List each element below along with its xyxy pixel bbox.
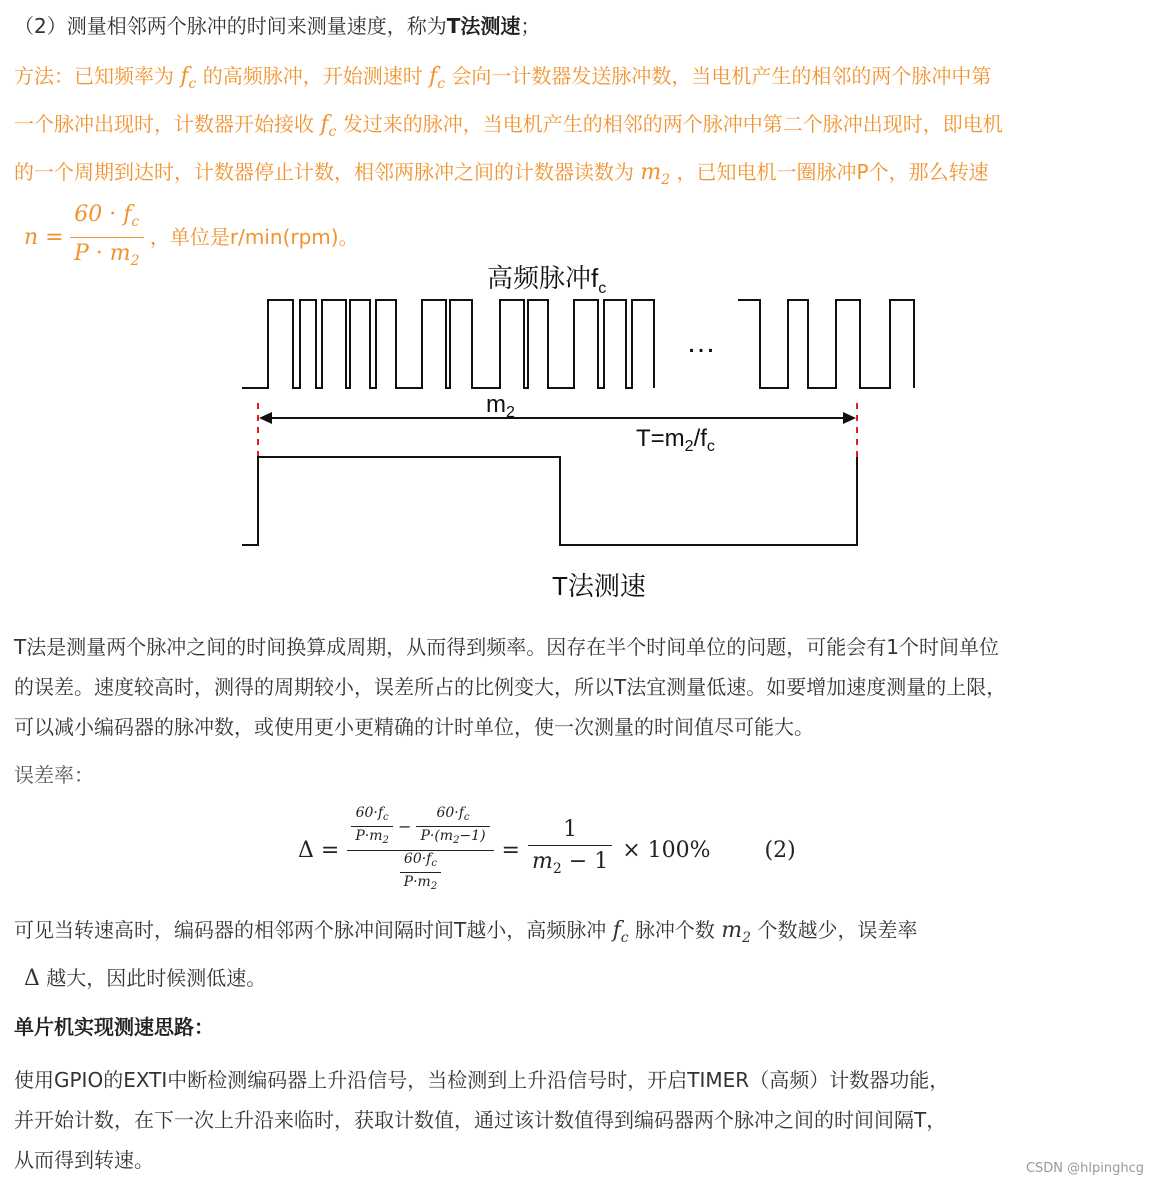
mcu-implementation-paragraph: 使用GPIO的EXTI中断检测编码器上升沿信号，当检测到上升沿信号时，开启TIMER（高频）计数器功能， 并开始计数，在下一次上升沿来临时，获取计数值，通过该计数值得到编码器两个脉冲之间的时间间隔T， 从而得到转速。 <box>14 1068 950 1172</box>
error-formula: Δ = $\frac{60\cdot f_c}{P\cdot m_2}$ − $\frac{60\cdot f_c}{P\cdot(m_2-1)}$ $\frac{60\cdot f_c}{P\cdot m_2}$ = $\frac{1}{m_2 - 1}$ × 100% (2) <box>298 800 796 900</box>
one-over-m2-minus-1: $\frac{1}{m_2 - 1}$ <box>528 815 612 885</box>
formula-n: n = <box>24 225 64 250</box>
method-line-1: 方法：已知频率为 $f_c$ 的高频脉冲，开始测速时 $f_c$ 会向一计数器发送脉冲数，当电机产生的相邻的两个脉冲中第 <box>14 64 992 92</box>
high-speed-conclusion: 可见当转速高时，编码器的相邻两个脉冲间隔时间T越小，高频脉冲 $f_c$ 脉冲个数 $m_2$ 个数越少，误差率 Δ 越大，因此时候测低速。 <box>14 918 918 991</box>
section-title: 单片机实现测速思路： <box>14 1015 214 1039</box>
csdn-watermark: CSDN @hlpinghcg <box>1025 1161 1144 1176</box>
t-method-diagram <box>0 240 1158 610</box>
high-freq-label: 高频脉冲$f_c$ <box>487 263 607 297</box>
t-method-term: T法测速 <box>446 14 521 38</box>
method-line-4: n = $\frac{60 \cdot f_c}{P \cdot m_2}$ ，单位是r/min(rpm)。 <box>14 200 1154 277</box>
method-line-2: 一个脉冲出现时，计数器开始接收 $f_c$ 发过来的脉冲，当电机产生的相邻的两个脉冲中第二个脉冲出现时，即电机 <box>14 112 1003 140</box>
method-line-3: 的一个周期到达时，计数器停止计数，相邻两脉冲之间的计数器读数为 $m_2$ ，已知电机一圈脉冲P个，那么转速 <box>14 160 989 188</box>
t-method-explanation: T法是测量两个脉冲之间的时间换算成周期，从而得到频率。因存在半个时间单位的问题，可能会有1个时间单位 的误差。速度较高时，测得的周期较小，误差所占的比例变大，所以T法宜测量低速。如要增加速度测量的上限， 可以减小编码器的脉冲数，或使用更小更精确的计时单位，使一次测量的时间值尽可能大。 <box>14 635 1007 739</box>
error-big-fraction: $\frac{60\cdot f_c}{P\cdot m_2}$ − $\frac{60\cdot f_c}{P\cdot(m_2-1)}$ $\frac{60\cdot f_c}{P\cdot m_2}$ <box>347 805 493 896</box>
speed-formula-fraction: $\frac{60 \cdot f_c}{P \cdot m_2}$ <box>70 200 144 277</box>
intro-line: （2）测量相邻两个脉冲的时间来测量速度，称为T法测速； <box>14 14 541 38</box>
pulse-ellipsis: … <box>686 326 716 359</box>
symbol-fc: $f_c$ <box>320 112 337 140</box>
error-rate-label: 误差率： <box>14 763 94 787</box>
symbol-delta: Δ <box>24 966 40 991</box>
equation-number: (2) <box>764 837 796 863</box>
symbol-m2: $m_2$ <box>721 918 752 946</box>
arrow-head-right <box>843 412 856 424</box>
symbol-fc: $f_c$ <box>429 64 446 92</box>
symbol-m2: $m_2$ <box>640 160 671 188</box>
m2-label: $m_2$ <box>486 391 515 421</box>
high-freq-pulse-train-right <box>738 300 914 388</box>
high-freq-pulse-train-left <box>242 300 654 388</box>
encoder-pulse-waveform <box>242 457 857 545</box>
symbol-fc: $f_c$ <box>612 918 629 946</box>
period-label: $T=m_2/f_c$ <box>636 425 715 455</box>
symbol-fc: $f_c$ <box>180 64 197 92</box>
arrow-head-left <box>259 412 272 424</box>
diagram-title: T法测速 <box>552 571 646 601</box>
